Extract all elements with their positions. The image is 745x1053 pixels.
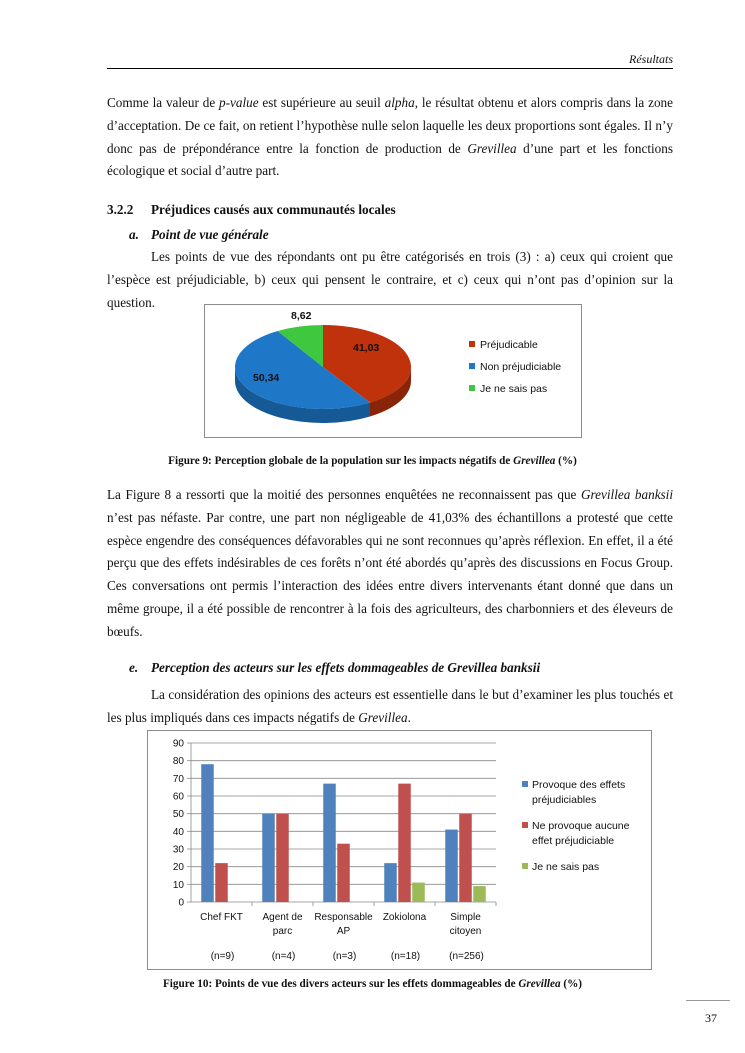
italic-term: Grevillea xyxy=(467,140,517,156)
y-tick-label: 10 xyxy=(172,879,184,891)
italic-term: Grevillea xyxy=(513,455,556,467)
bar-legend-label: préjudiciables xyxy=(532,794,597,806)
paragraph-figure-discussion xyxy=(107,484,673,644)
bar xyxy=(412,883,425,902)
sample-size-label: (n=4) xyxy=(271,951,296,962)
bar-legend-label: Ne provoque aucune xyxy=(532,820,630,832)
pie-data-label: 8,62 xyxy=(291,310,312,322)
bar-legend-swatch xyxy=(522,863,528,869)
sample-size-label: (n=18) xyxy=(390,951,421,962)
italic-term: p-value xyxy=(219,95,259,110)
x-tick-label: Agent de xyxy=(262,912,303,923)
pie-legend-label: Je ne sais pas xyxy=(480,383,548,395)
text-run: d’une part et les fonctions écologique et social d’autre part. xyxy=(107,140,673,179)
bar xyxy=(445,830,458,902)
figure-9-pie-chart xyxy=(204,304,582,438)
bar-legend-swatch xyxy=(522,822,528,828)
text-run: (%) xyxy=(560,978,583,990)
italic-term: alpha xyxy=(384,95,415,110)
bar xyxy=(459,814,472,902)
text-run: La considération des opinions des acteurs est essentielle dans le but d’examiner les plus touchés et les plus impliqués dans ces impacts négatifs de xyxy=(107,687,673,725)
text-run: n’est pas néfaste. Par contre, une part non négligeable de 41,03% des échantillons a protesté que cette espèce engendre des conséquences défavorables qui ne sont reconnues qu’après réflexion. En effet, il a été perçu que des effets indésirables de ces forêts n’ont été abordés qu’après des discussions en Focus Group. Ces conversations ont permis l’interaction des idées entre divers intervenants étant donné que dans un même groupe, il a été possible de rencontrer à la fois des agriculteurs, des charbonniers et des éleveurs de bœufs. xyxy=(107,509,673,639)
x-tick-label: Chef FKT xyxy=(200,912,243,923)
subsection-letter: a. xyxy=(129,227,139,242)
text-run: Les points de vue des répondants ont pu être catégorisés en trois (3) : a) ceux qui croient que l’espèce est préjudiciable, b) ceux qui pensent le contraire, et c) ceux qui n’ont pas d’opinion sur la question. xyxy=(107,249,673,310)
pie-legend-label: Préjudicable xyxy=(480,339,538,351)
subsection-title: Perception des acteurs sur les effets dommageables de Grevillea banksii xyxy=(151,660,541,675)
paragraph-pvalue xyxy=(107,92,673,183)
bar xyxy=(201,764,214,902)
y-tick-label: 50 xyxy=(172,809,184,821)
bar xyxy=(323,784,336,902)
x-tick-label: Zokiolona xyxy=(382,912,427,923)
bar xyxy=(398,784,411,902)
section-title: Préjudices causés aux communautés locales xyxy=(151,202,396,217)
pie-chart-svg xyxy=(205,305,581,437)
sample-size-label: (n=9) xyxy=(210,951,235,962)
bar xyxy=(262,814,275,902)
y-tick-label: 40 xyxy=(172,826,184,838)
y-tick-label: 30 xyxy=(172,844,184,856)
section-number: 3.2.2 xyxy=(107,202,134,217)
text-run: La Figure 8 a ressorti que la moitié des personnes enquêtées ne reconnaissent pas que xyxy=(107,487,581,502)
italic-term: Grevillea xyxy=(518,978,561,990)
y-tick-label: 0 xyxy=(178,897,184,909)
x-tick-label: Responsable xyxy=(314,912,373,923)
bar-legend-label: Je ne sais pas xyxy=(532,861,600,873)
text-run: Figure 9: Perception globale de la population sur les impacts négatifs de xyxy=(168,455,514,467)
paragraph-actors xyxy=(107,684,673,730)
subsection-letter: e. xyxy=(129,660,139,675)
bar-legend-swatch xyxy=(522,781,528,787)
y-tick-label: 90 xyxy=(172,738,184,750)
text-run: Comme la valeur de xyxy=(107,95,220,110)
text-run: est supérieure au seuil xyxy=(258,95,385,110)
running-header: Résultats xyxy=(629,52,673,66)
text-run: (%) xyxy=(555,455,577,467)
text-run: Figure 10: Points de vue des divers acteurs sur les effets dommageables de xyxy=(162,978,519,990)
pie-legend-label: Non préjudiciable xyxy=(480,361,562,373)
page-number: 37 xyxy=(705,1011,717,1025)
bar xyxy=(384,863,397,902)
bar xyxy=(473,886,486,902)
sample-size-label: (n=3) xyxy=(332,951,357,962)
pie-legend-swatch xyxy=(469,341,475,347)
footer-rule xyxy=(686,1000,730,1001)
y-tick-label: 60 xyxy=(172,791,184,803)
subsection-heading-e xyxy=(129,660,540,676)
subsection-heading-a xyxy=(129,227,269,243)
pie-data-label: 41,03 xyxy=(353,342,380,354)
pie-data-label: 50,34 xyxy=(253,372,280,384)
bar xyxy=(215,863,228,902)
x-tick-label: parc xyxy=(272,926,293,937)
x-tick-label: citoyen xyxy=(449,926,482,937)
figure-10-bar-chart xyxy=(147,730,652,970)
header-rule xyxy=(107,68,673,69)
y-tick-label: 20 xyxy=(172,862,184,874)
figure-10-caption xyxy=(0,978,745,990)
x-tick-label: Simple xyxy=(450,912,481,923)
text-run: , le résultat obtenu et alors compris dans la zone d’acceptation. De ce fait, on retient l’hypothèse nulle selon laquelle les deux proportions sont égales. Il n’y donc pas de prépondérance entre la fonction de production de xyxy=(107,95,673,156)
sample-size-label: (n=256) xyxy=(449,951,484,962)
y-tick-label: 70 xyxy=(172,773,184,785)
pie-legend-swatch xyxy=(469,385,475,391)
bar xyxy=(337,844,350,902)
bar-chart-svg xyxy=(148,731,651,969)
x-tick-label: AP xyxy=(336,926,351,937)
y-tick-label: 80 xyxy=(172,756,184,768)
bar xyxy=(276,814,289,902)
italic-term: Grevillea banksii xyxy=(581,487,674,502)
bar-legend-label: effet préjudiciable xyxy=(532,835,615,847)
figure-9-caption xyxy=(0,455,745,467)
bar-legend-label: Provoque des effets xyxy=(532,779,626,791)
italic-term: Grevillea xyxy=(358,709,408,725)
text-run: . xyxy=(407,709,411,725)
pie-legend-swatch xyxy=(469,363,475,369)
section-heading-3-2-2 xyxy=(107,202,396,218)
subsection-title: Point de vue générale xyxy=(151,227,269,242)
